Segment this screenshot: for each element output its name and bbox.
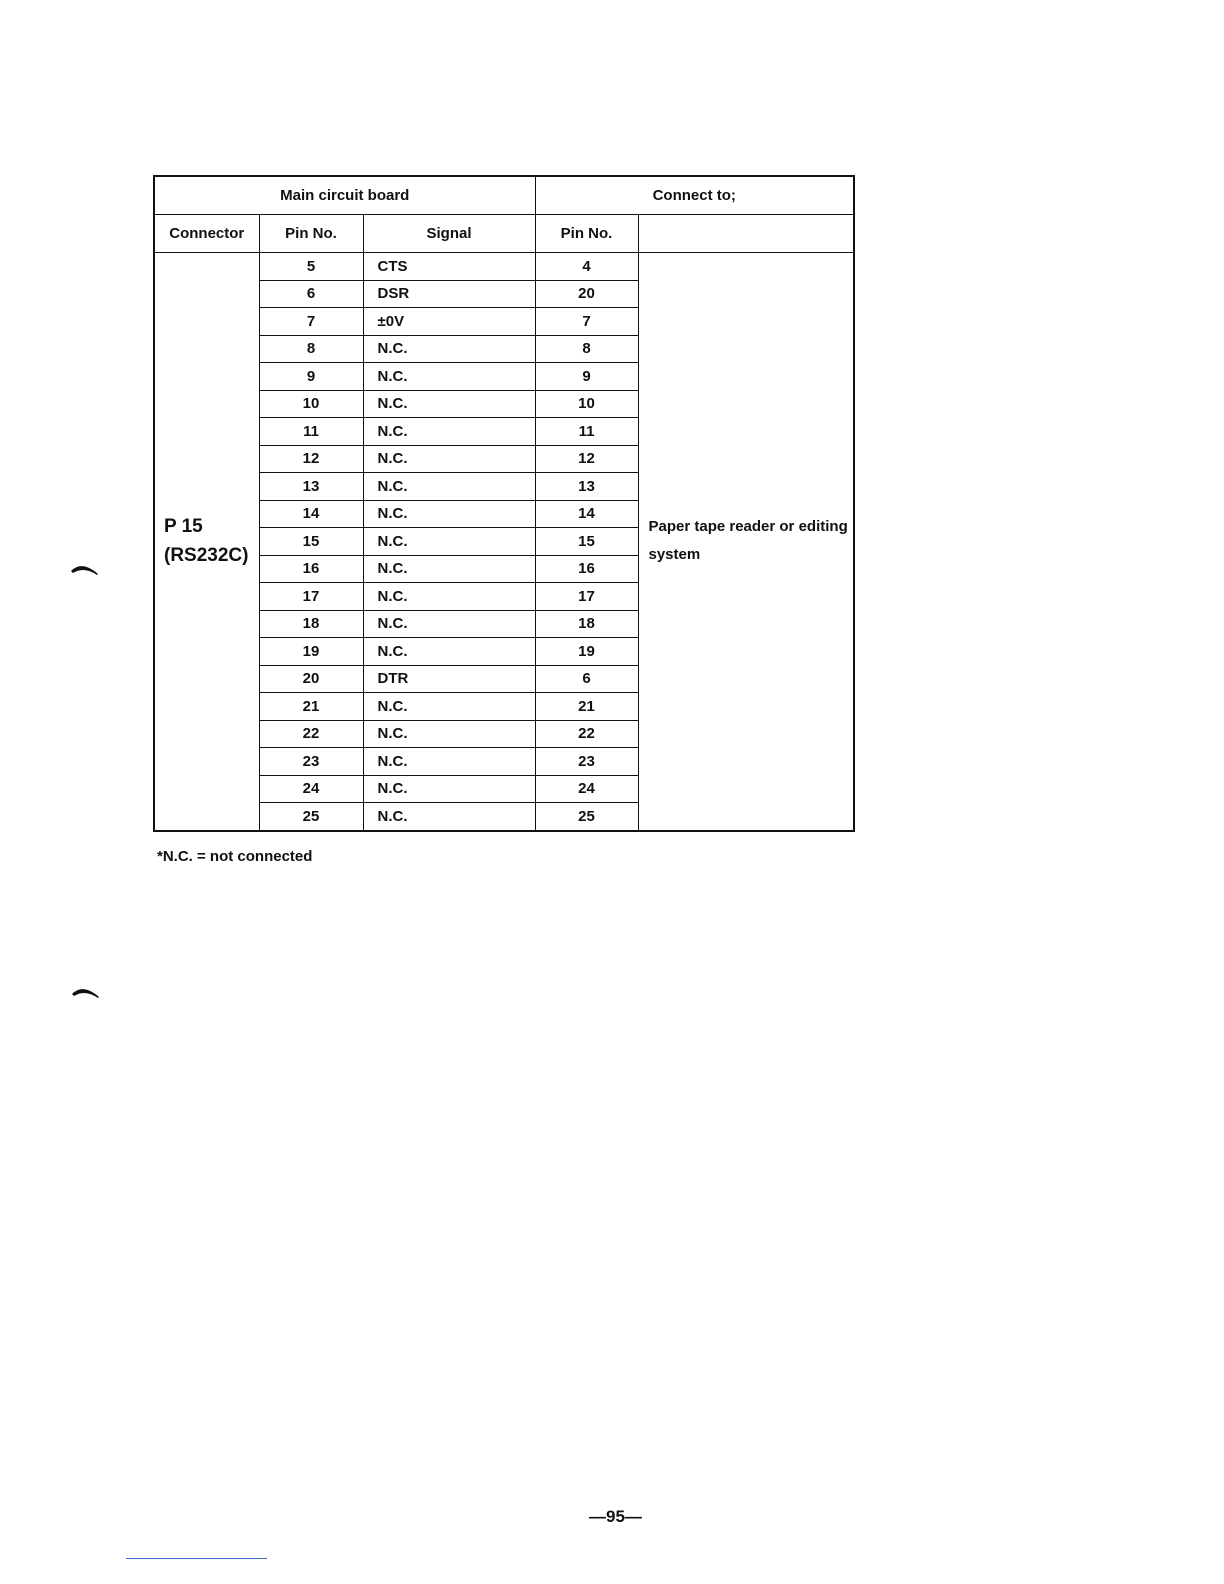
pin-cell: 22 — [259, 720, 363, 748]
pin-assignment-table — [153, 175, 855, 832]
pin-cell: 12 — [259, 445, 363, 473]
target-pin-cell: 13 — [535, 473, 638, 501]
main-circuit-board-header: Main circuit board — [154, 176, 535, 215]
blank-column-header — [638, 215, 854, 253]
signal-cell: N.C. — [363, 638, 535, 666]
connect-to-line-1: Paper tape reader or editing — [648, 518, 848, 536]
signal-cell: N.C. — [363, 445, 535, 473]
target-pin-cell: 10 — [535, 390, 638, 418]
signal-cell: N.C. — [363, 803, 535, 831]
signal-cell: DSR — [363, 280, 535, 308]
pin-cell: 13 — [259, 473, 363, 501]
connect-to-header: Connect to; — [535, 176, 854, 215]
target-pin-cell: 16 — [535, 555, 638, 583]
column-header-row — [154, 215, 854, 253]
table-row — [154, 253, 854, 281]
signal-cell: DTR — [363, 665, 535, 693]
group-header-row — [154, 176, 854, 215]
target-pin-cell: 4 — [535, 253, 638, 281]
pin-no-column-header: Pin No. — [259, 215, 363, 253]
target-pin-cell: 20 — [535, 280, 638, 308]
pin-cell: 24 — [259, 775, 363, 803]
target-pin-no-column-header: Pin No. — [535, 215, 638, 253]
pin-cell: 9 — [259, 363, 363, 391]
target-pin-cell: 8 — [535, 335, 638, 363]
signal-cell: N.C. — [363, 610, 535, 638]
signal-cell: ±0V — [363, 308, 535, 336]
pin-cell: 18 — [259, 610, 363, 638]
footnote: *N.C. = not connected — [157, 848, 313, 865]
pin-cell: 10 — [259, 390, 363, 418]
target-pin-cell: 14 — [535, 500, 638, 528]
signal-cell: N.C. — [363, 720, 535, 748]
target-pin-cell: 24 — [535, 775, 638, 803]
pin-cell: 6 — [259, 280, 363, 308]
target-pin-cell: 25 — [535, 803, 638, 831]
connector-cell — [154, 253, 259, 831]
target-pin-cell: 19 — [535, 638, 638, 666]
target-pin-cell: 6 — [535, 665, 638, 693]
signal-column-header: Signal — [363, 215, 535, 253]
table-body — [154, 253, 854, 831]
signal-cell: N.C. — [363, 390, 535, 418]
pin-cell: 23 — [259, 748, 363, 776]
pin-cell: 5 — [259, 253, 363, 281]
signal-cell: N.C. — [363, 500, 535, 528]
hole-punch-mark-icon — [71, 985, 101, 999]
target-pin-cell: 23 — [535, 748, 638, 776]
connector-name: P 15 — [164, 516, 203, 538]
pin-cell: 25 — [259, 803, 363, 831]
pin-cell: 8 — [259, 335, 363, 363]
signal-cell: N.C. — [363, 363, 535, 391]
signal-cell: N.C. — [363, 693, 535, 721]
target-pin-cell: 21 — [535, 693, 638, 721]
connect-to-line-2: system — [648, 546, 701, 564]
pin-cell: 15 — [259, 528, 363, 556]
pin-cell: 7 — [259, 308, 363, 336]
connector-column-header: Connector — [154, 215, 259, 253]
signal-cell: N.C. — [363, 528, 535, 556]
pin-cell: 16 — [259, 555, 363, 583]
target-pin-cell: 12 — [535, 445, 638, 473]
signal-cell: N.C. — [363, 473, 535, 501]
target-pin-cell: 15 — [535, 528, 638, 556]
pin-cell: 11 — [259, 418, 363, 446]
blue-underline-decoration — [126, 1558, 267, 1559]
target-pin-cell: 9 — [535, 363, 638, 391]
signal-cell: N.C. — [363, 555, 535, 583]
target-pin-cell: 22 — [535, 720, 638, 748]
signal-cell: N.C. — [363, 335, 535, 363]
page-number: —95— — [589, 1507, 642, 1526]
target-pin-cell: 7 — [535, 308, 638, 336]
connect-to-cell — [638, 253, 854, 831]
pin-cell: 17 — [259, 583, 363, 611]
target-pin-cell: 11 — [535, 418, 638, 446]
signal-cell: CTS — [363, 253, 535, 281]
target-pin-cell: 17 — [535, 583, 638, 611]
connector-type: (RS232C) — [164, 545, 249, 567]
signal-cell: N.C. — [363, 418, 535, 446]
signal-cell: N.C. — [363, 748, 535, 776]
target-pin-cell: 18 — [535, 610, 638, 638]
pin-cell: 20 — [259, 665, 363, 693]
hole-punch-mark-icon — [70, 562, 100, 576]
pin-cell: 21 — [259, 693, 363, 721]
signal-cell: N.C. — [363, 583, 535, 611]
signal-cell: N.C. — [363, 775, 535, 803]
pin-cell: 19 — [259, 638, 363, 666]
pin-cell: 14 — [259, 500, 363, 528]
